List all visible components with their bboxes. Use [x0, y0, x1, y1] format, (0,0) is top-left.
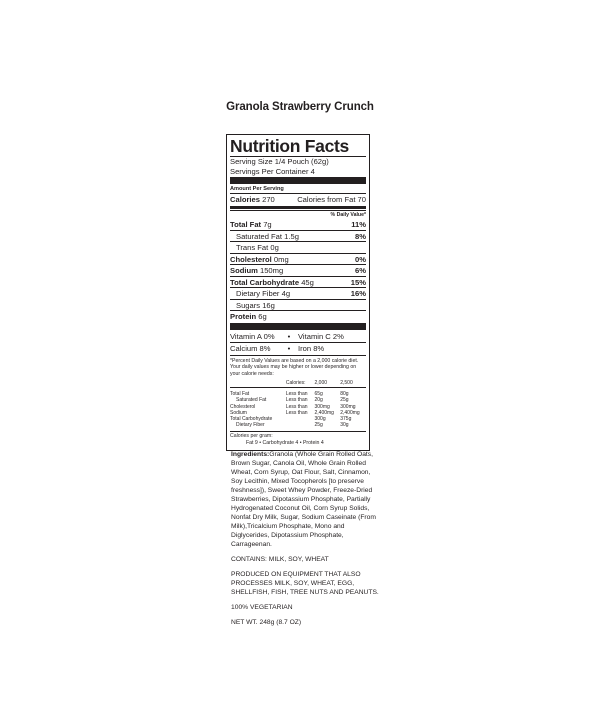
- nutrient-row: [230, 230, 366, 241]
- nutrient-daily-value: 8%: [355, 231, 366, 241]
- dv-table-header-cell: Calories:: [286, 380, 315, 388]
- dv-table-cell: 65g: [314, 391, 323, 398]
- nutrient-name-amount: [236, 289, 290, 298]
- dv-table-cell: Total Carbohydrate: [230, 416, 273, 423]
- nutrient-name-amount: [236, 232, 299, 241]
- nutrient-name-amount: [236, 301, 275, 310]
- equipment-statement: PRODUCED ON EQUIPMENT THAT ALSO PROCESSES MILK, SOY, WHEAT, EGG, SHELLFISH, FISH, TREE NUTS AND PEANUTS.: [231, 570, 379, 596]
- vitamin-right: Vitamin C 2%: [298, 331, 344, 341]
- net-weight: NET WT. 248g (8.7 OZ): [231, 618, 302, 626]
- dv-table-header-cell: [230, 380, 286, 388]
- dv-table-cell: 30g: [340, 422, 349, 429]
- calories-per-gram: [230, 431, 366, 447]
- nutrient-label: Saturated Fat: [236, 231, 283, 241]
- nutrient-amount: 16g: [262, 300, 275, 310]
- servings-per-container: Servings Per Container 4: [230, 166, 315, 176]
- vitamin-right: Iron 8%: [298, 344, 325, 354]
- dv-table-cell: Less than: [285, 409, 308, 416]
- nutrient-label: Sugars: [236, 300, 261, 310]
- thick-divider: [230, 323, 366, 330]
- dv-table-cell: Less than: [285, 391, 308, 398]
- dv-table-cell: Saturated Fat: [236, 397, 267, 404]
- nutrient-daily-value: 6%: [355, 266, 366, 276]
- nutrient-amount: 6g: [258, 312, 267, 322]
- calories-per-gram-values: Fat 9 • Carbohydrate 4 • Protein 4: [246, 439, 324, 446]
- nutrient-row: [230, 287, 366, 298]
- calories-from-fat: Calories from Fat 70: [297, 195, 366, 205]
- dv-table-row: [230, 404, 366, 410]
- nutrient-name-amount: [230, 220, 272, 229]
- dv-table-cell: 375g: [340, 416, 352, 423]
- calories-label: Calories: [230, 195, 260, 205]
- medium-divider: [230, 206, 366, 209]
- nutrition-facts-title: Nutrition Facts: [230, 136, 349, 156]
- product-title: Granola Strawberry Crunch: [226, 101, 374, 113]
- nutrition-facts-panel: [226, 134, 370, 451]
- nutrient-name-amount: [230, 278, 314, 287]
- dv-table-cell: Less than: [285, 397, 308, 404]
- allergen-contains: CONTAINS: MILK, SOY, WHEAT: [231, 555, 329, 563]
- dv-table-cell: 300g: [314, 416, 326, 423]
- vitamin-row: [230, 331, 366, 342]
- vitamin-left: Vitamin A 0%: [230, 331, 275, 341]
- calories-value: 270: [262, 195, 275, 205]
- nutrient-label: Cholesterol: [230, 254, 272, 264]
- nutrient-label: Total Fat: [230, 220, 262, 230]
- nutrient-amount: 0mg: [273, 254, 289, 264]
- nutrient-row: [230, 241, 366, 252]
- dv-table-cell: 20g: [314, 397, 323, 404]
- nutrient-daily-value: 16%: [350, 289, 366, 299]
- dv-table-header-cell: 2,000: [315, 380, 341, 388]
- nutrient-daily-value: 15%: [350, 277, 366, 287]
- nutrient-name-amount: [230, 312, 267, 321]
- nutrient-row: [230, 219, 366, 229]
- dv-table-cell: Dietary Fiber: [236, 422, 265, 429]
- calories-per-gram-label: Calories per gram:: [230, 432, 273, 439]
- ingredients-block: [231, 451, 381, 633]
- nutrient-amount: 0g: [270, 243, 279, 253]
- nutrient-label: Total Carbohydrate: [230, 277, 300, 287]
- vitamin-rows: [230, 331, 366, 355]
- dv-table-cell: Less than: [285, 403, 308, 410]
- ingredients-label: Ingredients:: [231, 451, 270, 458]
- dv-table-cell: 300mg: [340, 403, 356, 410]
- amount-per-serving: Amount Per Serving: [230, 186, 284, 193]
- dv-table-cell: [286, 422, 315, 428]
- nutrient-row: [230, 310, 366, 321]
- nutrient-amount: 150mg: [259, 266, 284, 276]
- nutrient-rows: [230, 219, 366, 321]
- nutrient-daily-value: 11%: [351, 220, 366, 230]
- ingredients-text: Granola (Whole Grain Rolled Oats, Brown Sugar, Canola Oil, Whole Grain Rolled Wheat, Corn Syrup, Oat Flour, Salt, Cinnamon, Soy Lecithin, Mixed Tocopherols [to preserve freshness]), Sweet Whey Powder, Freeze-Dried Strawberries, Dipotassium Phosphate, Partially Hydrogenated Coconut Oil, Corn Syrup Solids, Nonfat Dry Milk, Sugar, Sodium Caseinate (From Milk),Tricalcium Phosphate, Mono and Diglycerides, Dipotassium Phosphate, Carrageenan.: [231, 451, 376, 548]
- vegetarian-statement: 100% VEGETARIAN: [231, 603, 293, 611]
- nutrient-row: [230, 264, 366, 275]
- dv-table-cell: 2,400mg: [314, 409, 334, 416]
- nutrient-name-amount: [236, 243, 279, 252]
- dv-table-cell: 2,400mg: [340, 409, 360, 416]
- nutrient-label: Sodium: [230, 266, 258, 276]
- nutrient-name-amount: [230, 266, 283, 275]
- dv-table-cell: 300mg: [314, 403, 330, 410]
- bullet-separator: •: [287, 331, 291, 341]
- nutrient-daily-value: 0%: [355, 254, 366, 264]
- nutrient-label: Trans Fat: [236, 243, 269, 253]
- vitamin-row: [230, 342, 366, 354]
- dv-table-row: [230, 388, 366, 398]
- dv-table-cell: 25g: [340, 397, 349, 404]
- dv-table-cell: 25g: [314, 422, 323, 429]
- nutrient-label: Dietary Fiber: [236, 289, 280, 299]
- vitamin-left: Calcium 8%: [230, 344, 271, 354]
- serving-size: Serving Size 1/4 Pouch (62g): [230, 157, 329, 167]
- nutrient-row: [230, 276, 366, 287]
- nutrient-amount: 1.5g: [284, 231, 299, 241]
- dv-table-row: [230, 397, 366, 403]
- dv-table-cell: 80g: [340, 391, 349, 398]
- daily-value-table: [230, 380, 366, 429]
- nutrient-name-amount: [230, 255, 289, 264]
- dv-table-cell: Sodium: [230, 409, 247, 416]
- dv-table-row: [230, 422, 366, 428]
- dv-table-cell: Total Fat: [230, 391, 250, 398]
- nutrient-amount: 4g: [281, 289, 291, 299]
- bullet-separator: •: [287, 344, 291, 354]
- nutrient-amount: 7g: [263, 220, 272, 230]
- dv-table-cell: Cholesterol: [230, 403, 256, 410]
- thick-divider: [230, 177, 366, 184]
- nutrient-amount: 45g: [301, 277, 314, 287]
- nutrient-row: [230, 299, 366, 310]
- nutrient-label: Protein: [230, 312, 257, 322]
- nutrient-row: [230, 253, 366, 264]
- calories-row: [230, 193, 366, 204]
- daily-value-footnote: *Percent Daily Values are based on a 2,000 calorie diet. Your daily values may be higher or lower depending on your calorie needs:: [230, 355, 366, 378]
- ingredients-paragraph: [231, 451, 381, 550]
- dv-table-header-cell: 2,500: [340, 380, 366, 388]
- daily-value-header: % Daily Value*: [230, 210, 366, 220]
